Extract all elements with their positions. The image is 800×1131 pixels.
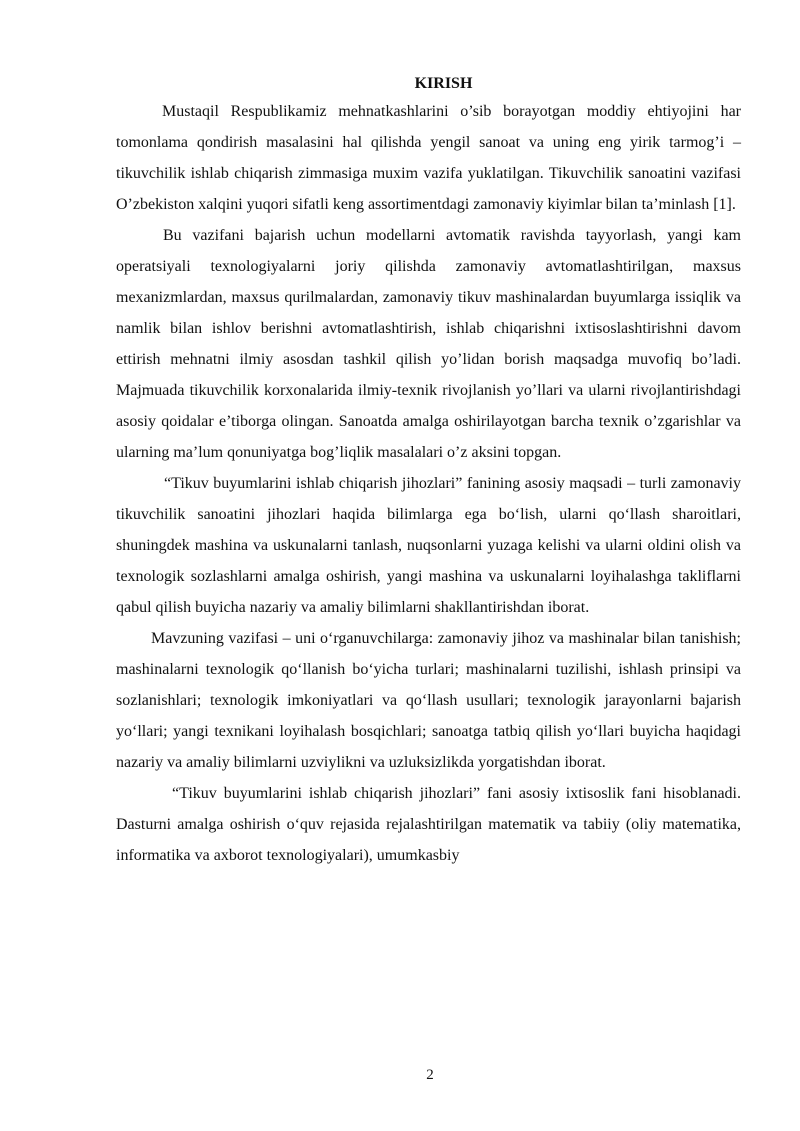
paragraph-4: Mavzuning vazifasi – uni o‘rganuvchilarga: zamonaviy jihoz va mashinalar bilan tanishish; mashinalarni texnologik qo‘llanish bo‘yicha turlari; mashinalarni tuzilishi, ishlash prinsipi va sozlanishlari; texnologik imkoniyatlari va qo‘llash usullari; texnologik jarayonlarni bajarish yo‘llari; yangi texnikani loyihalash bosqichlari; sanoatga tatbiq qilish yo‘llari buyicha haqidagi nazariy va amaliy bilimlarni uzviylikni va uzluksizlikda yorgatishdan iborat. [116,630,741,771]
section-title: KIRISH [414,75,473,92]
paragraph-2: Bu vazifani bajarish uchun modellarni avtomatik ravishda tayyorlash, yangi kam operatsiyali texnologiyalarni joriy qilishda zamonaviy avtomatlashtirilgan, maxsus mexanizmlardan, maxsus qurilmalardan, zamonaviy tikuv mashinalardan buyumlarga issiqlik va namlik bilan ishlov berishni avtomatlashtirish, ishlab chiqarishni ixtisoslashtirishni davom ettirish mehnatni ilmiy asosdan tashkil qilish yo’lidan borish maqsadga muvofiq bo’ladi. Majmuada tikuvchilik korxonalarida ilmiy-texnik rivojlanish yo’llari va ularni rivojlantirishdagi asosiy qoidalar e’tiborga olingan. Sanoatda amalga oshirilayotgan barcha texnik o’zgarishlar va ularning ma’lum qonuniyatga bog’liqlik masalalari o’z aksini topgan. [116,227,741,461]
paragraph-3: “Tikuv buyumlarini ishlab chiqarish jihozlari” fanining asosiy maqsadi – turli zamonaviy tikuvchilik sanoatini jihozlari haqida bilimlarga ega bo‘lish, ularni qo‘llash sharoitlari, shuningdek mashina va uskunalarni tanlash, nuqsonlarni yuzaga kelishi va ularni oldini olish va texnologik sozlashlarni amalga oshirish, yangi mashina va uskunalarni loyihalashga takliflarni qabul qilish buyicha nazariy va amaliy bilimlarni shakllantirishdan iborat. [116,475,741,616]
page-body [116,74,741,871]
paragraph-5: “Tikuv buyumlarini ishlab chiqarish jihozlari” fani asosiy ixtisoslik fani hisoblanadi. Dasturni amalga oshirish o‘quv rejasida rejalashtirilgan matematik va tabiiy (oliy matematika, informatika va axborot texnologiyalari), umumkasbiy [116,785,741,864]
paragraph-1: Mustaqil Respublikamiz mehnatkashlarini o’sib borayotgan moddiy ehtiyojini har tomonlama qondirish masalasini hal qilishda yengil sanoat va uning eng yirik tarmog’i – tikuvchilik ishlab chiqarish zimmasiga muxim vazifa yuklatilgan. Tikuvchilik sanoatini vazifasi O’zbekiston xalqini yuqori sifatli keng assortimentdagi zamonaviy kiyimlar bilan ta’minlash [1]. [116,103,741,213]
page-number: 2 [426,1067,434,1083]
